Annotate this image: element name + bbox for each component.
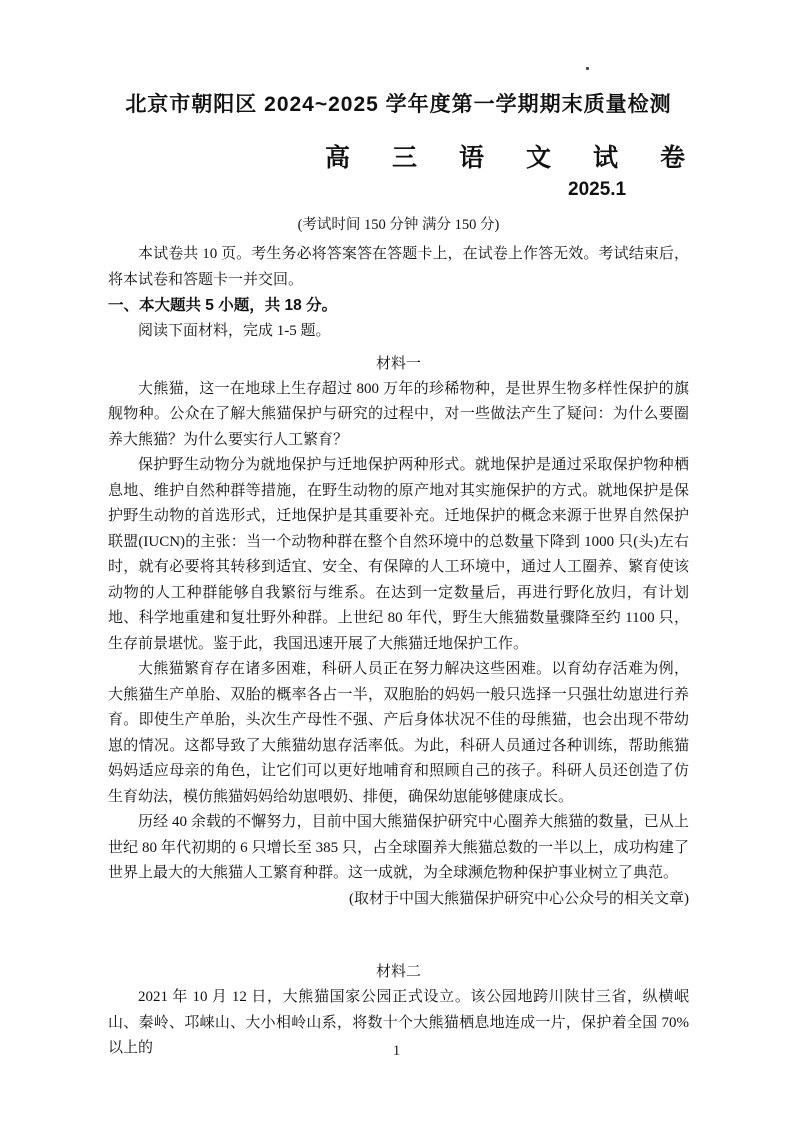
exam-title: 北京市朝阳区 2024~2025 学年度第一学期期末质量检测 <box>125 93 672 116</box>
material-two-heading: 材料二 <box>375 964 421 980</box>
material-two-paragraph-1: 2021 年 10 月 12 日，大熊猫国家公园正式设立。该公园地跨川陕甘三省，纵横岷山、秦岭、邛崃山、大小相岭山系，将数十个大熊猫栖息地连成一片，保护着全国 70%以上的 <box>108 989 689 1056</box>
exam-time-info: (考试时间 150 分钟 满分 150 分) <box>297 217 500 233</box>
material-one-heading: 材料一 <box>375 355 421 372</box>
section-one-heading: 一、本大题共 5 小题，共 18 分。 <box>108 297 338 314</box>
material-one-source: (取材于中国大熊猫保护研究中心公众号的相关文章) <box>349 890 689 907</box>
exam-date-row <box>108 178 689 202</box>
page-number: 1 <box>392 1043 401 1059</box>
material-one-paragraph-3: 大熊猫繁育存在诸多困难，科研人员正在努力解决这些困难。以育幼存活难为例，大熊猫生产单胎、双胎的概率各占一半，双胞胎的妈妈一般只选择一只强壮幼崽进行养育。即使生产单胎，头次生产母性不强、产后身体状况不佳的母熊猫，也会出现不带幼崽的情况。这都导致了大熊猫幼崽存活率低。为此，科研人员通过各种训练，帮助熊猫妈妈适应母亲的角色，让它们可以更好地哺育和照顾自己的孩子。科研人员还创造了仿生育幼法，模仿熊猫妈妈给幼崽喂奶、排便，确保幼崽能够健康成长。 <box>108 661 689 805</box>
exam-date: 2025.1 <box>568 179 627 200</box>
material-one-paragraph-1: 大熊猫，这一在地球上生存超过 800 万年的珍稀物种，是世界生物多样性保护的旗舰物种。公众在了解大熊猫保护与研究的过程中，对一些做法产生了疑问：为什么要圈养大熊猫？为什么要实行人工繁育？ <box>108 380 689 448</box>
exam-subtitle-row <box>108 140 728 176</box>
section-one-instruction: 阅读下面材料，完成 1-5 题。 <box>138 323 331 339</box>
exam-subtitle: 高三语文试卷 <box>325 144 728 172</box>
material-one-paragraph-2: 保护野生动物分为就地保护与迁地保护两种形式。就地保护是通过采取保护物种栖息地、维护自然种群等措施，在野生动物的原产地对其实施保护的方式。就地保护是保护野生动物的首选形式，迁地保护是其重要补充。迁地保护的概念来源于世界自然保护联盟(IUCN)的主张：当一个动物种群在整个自然环境中的总数量下降到 1000 只(头)左右时，就有必要将其转移到适宜、安全、有保障的人工环境中，通过人工圈养、繁育使该动物的人工种群能够自我繁衍与维系。在达到一定数量后，再进行野化放归，有计划地、科学地重建和复壮野外种群。上世纪 80 年代，野生大熊猫数量骤降至约 1100 只，生存前景堪忧。鉴于此，我国迅速开展了大熊猫迁地保护工作。 <box>108 457 689 652</box>
candidate-notice: 本试卷共 10 页。考生务必将答案答在答题卡上，在试卷上作答无效。考试结束后，将本试卷和答题卡一并交回。 <box>108 246 689 288</box>
document-body <box>108 90 728 1062</box>
scan-artifact-dot <box>586 67 589 70</box>
material-one-paragraph-4: 历经 40 余载的不懈努力，目前中国大熊猫保护研究中心圈养大熊猫的数量，已从上世纪 80 年代初期的 6 只增长至 385 只，占全球圈养大熊猫总数的一半以上，成功构建了世界上最大的大熊猫人工繁育种群。这一成就，为全球濒危物种保护事业树立了典范。 <box>108 814 689 881</box>
